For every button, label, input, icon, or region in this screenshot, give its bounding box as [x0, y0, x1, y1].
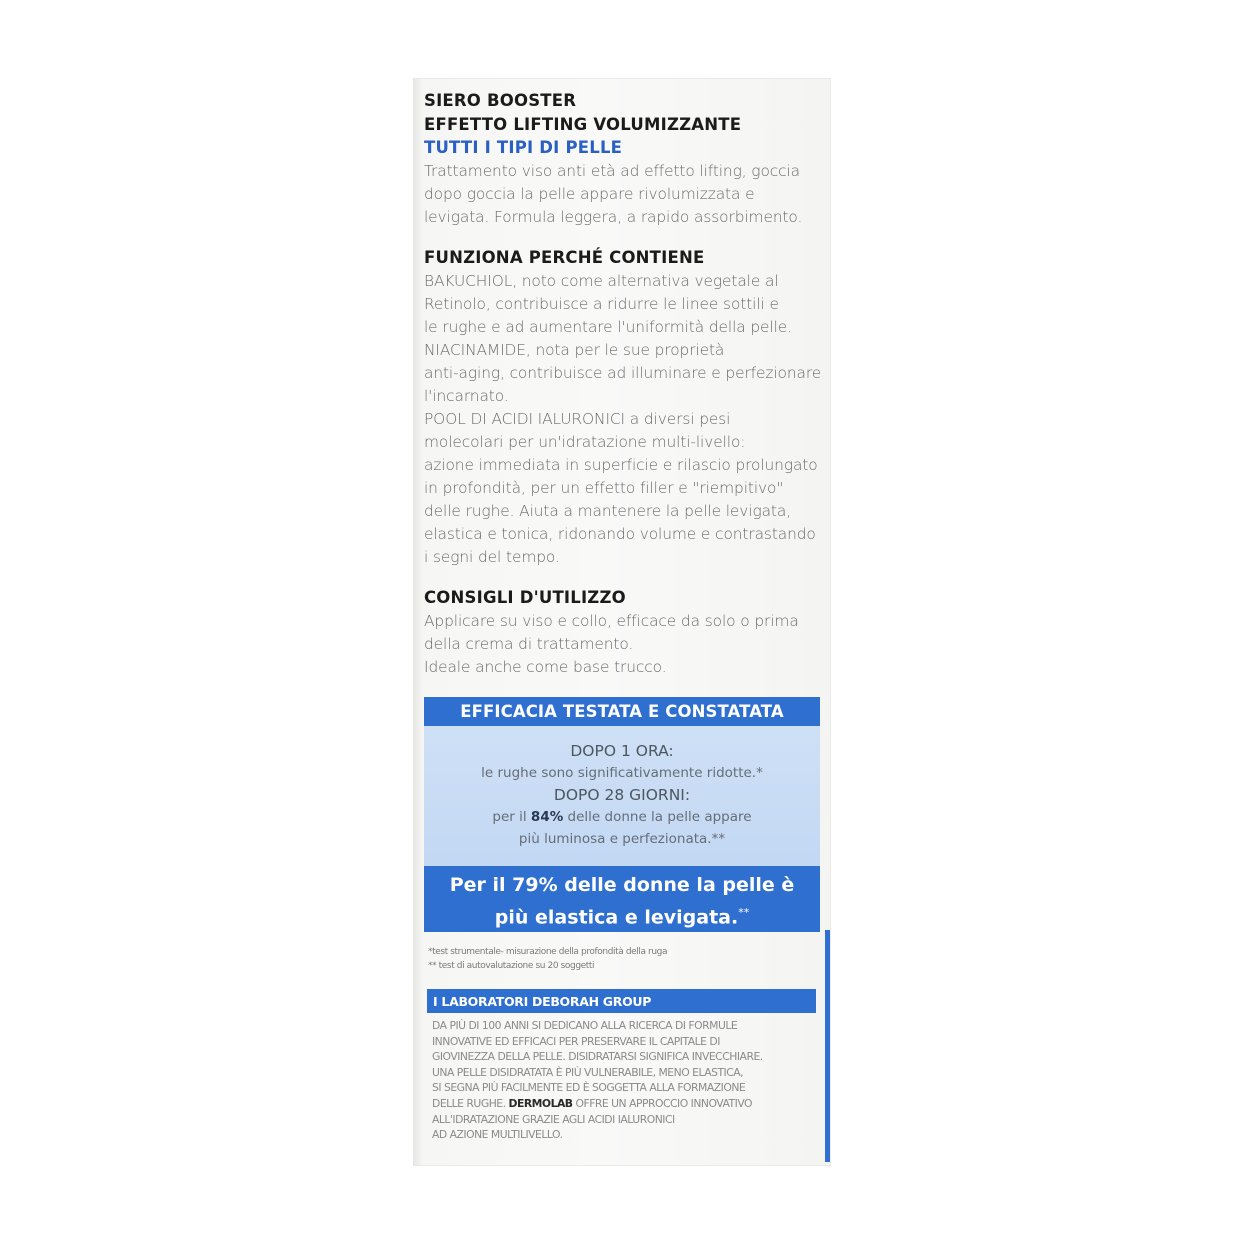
- claim-line-2: [424, 899, 820, 931]
- after-1h-label: DOPO 1 ORA:: [570, 742, 674, 760]
- lab-line: DA PIÙ DI 100 ANNI SI DEDICANO ALLA RICERCA DI FORMULE: [432, 1019, 738, 1032]
- lab-text: [432, 1018, 812, 1143]
- ingredients-line: molecolari per un'idratazione multi-livello:: [424, 433, 746, 451]
- lab-line: AD AZIONE MULTILIVELLO.: [432, 1128, 563, 1142]
- lab-line-post: OFFRE UN APPROCCIO INNOVATIVO: [572, 1096, 753, 1110]
- after-28d-post: delle donne la pelle appare: [563, 809, 752, 825]
- after-1h-text: le rughe sono significativamente ridotte.*: [481, 765, 763, 781]
- brand-name: DERMOLAB: [508, 1096, 573, 1110]
- claim-line-1: Per il 79% delle donne la pelle è: [449, 874, 795, 896]
- usage-line: della crema di trattamento.: [424, 635, 634, 653]
- lab-line: [432, 1096, 812, 1112]
- efficacy-claim-banner: [424, 866, 820, 932]
- usage-text: [424, 610, 824, 679]
- intro-line: dopo goccia la pelle appare rivolumizzata e: [424, 185, 755, 203]
- efficacy-panel: [424, 726, 820, 866]
- ingredients-line: azione immediata in superficie e rilascio prolungato: [424, 456, 818, 474]
- after-28d-text: [424, 806, 820, 828]
- skin-type-label: TUTTI I TIPI DI PELLE: [424, 138, 623, 157]
- lab-line: UNA PELLE DISIDRATATA È PIÙ VULNERABILE, MENO ELASTICA,: [432, 1065, 744, 1079]
- lab-line: GIOVINEZZA DELLA PELLE. DISIDRATARSI SIGNIFICA INVECCHIARE.: [432, 1050, 763, 1064]
- ingredients-line: elastica e tonica, ridonando volume e contrastando: [424, 525, 816, 543]
- product-name: SIERO BOOSTER: [424, 91, 577, 110]
- usage-line: Ideale anche come base trucco.: [424, 658, 667, 676]
- box-left-shadow: [413, 78, 423, 1166]
- footnote: *test strumentale- misurazione della profondità della ruga: [428, 947, 668, 957]
- lab-line: ALL'IDRATAZIONE GRAZIE AGLI ACIDI IALURONICI: [432, 1112, 675, 1126]
- product-subtitle: EFFETTO LIFTING VOLUMIZZANTE: [424, 115, 742, 134]
- lab-line: INNOVATIVE ED EFFICACI PER PRESERVARE IL CAPITALE DI: [432, 1034, 720, 1048]
- ingredients-line: i segni del tempo.: [424, 548, 560, 566]
- ingredients-line: anti-aging, contribuisce ad illuminare e perfezionare: [424, 364, 822, 382]
- after-28d-pre: per il: [492, 809, 531, 825]
- ingredients-heading: FUNZIONA PERCHÉ CONTIENE: [424, 248, 705, 267]
- ingredients-line: in profondità, per un effetto filler e "riempitivo": [424, 479, 784, 497]
- footnote: ** test di autovalutazione su 20 soggetti: [428, 961, 595, 971]
- claim-footnote-mark: **: [738, 906, 750, 919]
- usage-heading: CONSIGLI D'UTILIZZO: [424, 588, 626, 607]
- ingredients-text: [424, 270, 824, 569]
- intro-text: [424, 160, 824, 229]
- ingredients-line: Retinolo, contribuisce a ridurre le linee sottili e: [424, 295, 779, 313]
- intro-line: levigata. Formula leggera, a rapido assorbimento.: [424, 208, 803, 226]
- ingredients-line: POOL DI ACIDI IALURONICI a diversi pesi: [424, 410, 731, 428]
- after-28d-line2: più luminosa e perfezionata.**: [518, 831, 726, 847]
- ingredients-line: le rughe e ad aumentare l'uniformità della pelle.: [424, 318, 792, 336]
- lab-line-pre: DELLE RUGHE.: [432, 1096, 509, 1110]
- box-blue-edge: [825, 930, 830, 1162]
- claim-line-2-text: più elastica e levigata.: [494, 906, 739, 929]
- usage-line: Applicare su viso e collo, efficace da solo o prima: [424, 612, 799, 630]
- percentage-84: 84%: [530, 809, 564, 825]
- ingredients-line: delle rughe. Aiuta a mantenere la pelle levigata,: [424, 502, 791, 520]
- lab-line: SI SEGNA PIÙ FACILMENTE ED È SOGGETTA ALLA FORMAZIONE: [432, 1081, 746, 1095]
- ingredients-line: BAKUCHIOL, noto come alternativa vegetale al: [424, 272, 779, 290]
- footnotes: [428, 945, 667, 973]
- efficacy-header: EFFICACIA TESTATA E CONSTATATA: [424, 697, 820, 726]
- after-28d-label: DOPO 28 GIORNI:: [553, 786, 691, 804]
- lab-header: I LABORATORI DEBORAH GROUP: [427, 989, 816, 1013]
- ingredients-line: NIACINAMIDE, nota per le sue proprietà: [424, 341, 725, 359]
- ingredients-line: l'incarnato.: [424, 387, 509, 405]
- intro-line: Trattamento viso anti età ad effetto lifting, goccia: [424, 162, 800, 180]
